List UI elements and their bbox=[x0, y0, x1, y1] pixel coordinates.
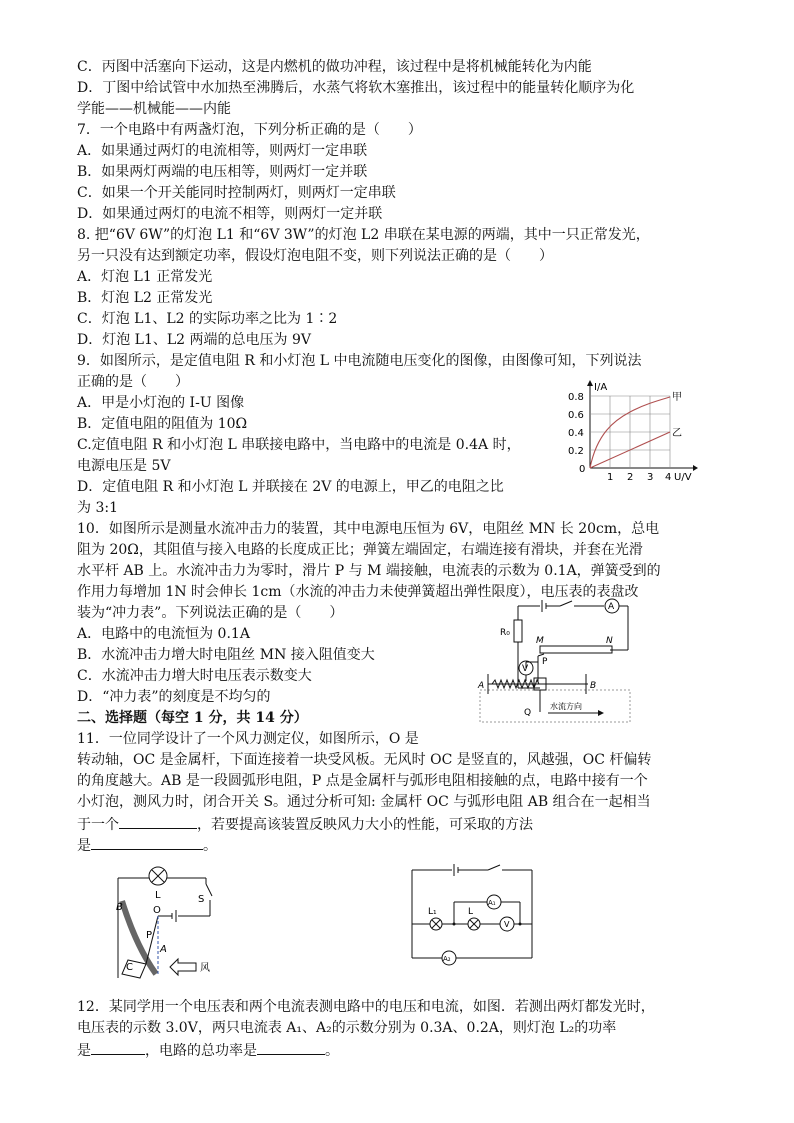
y-tick-label: 0.2 bbox=[568, 446, 584, 457]
question-11 bbox=[77, 814, 533, 834]
water-force-figure bbox=[478, 598, 638, 728]
question-12: 12．某同学用一个电压表和两个电流表测电路中的电压和电流，如图．若测出两灯都发光时， bbox=[77, 999, 655, 1015]
ammeter-label: A bbox=[608, 602, 615, 612]
option-line: D．定值电阻 R 和小灯泡 L 并联接在 2V 的电源上，甲乙的电阻之比 bbox=[77, 479, 504, 495]
switch-lever bbox=[560, 601, 572, 606]
label-s: S bbox=[198, 894, 205, 905]
y-axis-label: I/A bbox=[594, 382, 608, 393]
option-line: C．水流冲击力增大时电压表示数变大 bbox=[77, 668, 312, 684]
resistor-r0 bbox=[514, 620, 522, 642]
label-b: B bbox=[116, 902, 123, 913]
text-span: 是 bbox=[77, 1043, 91, 1059]
y-tick-label: 0.4 bbox=[568, 428, 584, 439]
option-line: D．丁图中给试管中水加热至沸腾后，水蒸气将软木塞推出，该过程中的能量转化顺序为化 bbox=[77, 80, 635, 96]
label-l2: L bbox=[468, 907, 474, 917]
wind-meter-figure bbox=[106, 856, 226, 981]
slider-tip bbox=[538, 654, 544, 656]
y-tick-label: 0.8 bbox=[568, 392, 584, 403]
text-span: ，若要提高该装置反映风力大小的性能，可采取的方法 bbox=[197, 817, 533, 833]
text-span: 于一个 bbox=[77, 817, 119, 833]
label-a2: A₂ bbox=[443, 955, 451, 963]
flow-direction-label: 水流方向 bbox=[550, 702, 582, 711]
question-11: 的角度越大。AB 是一段圆弧形电阻，P 点是金属杆与弧形电阻相接触的点，电路中接有一个 bbox=[77, 773, 648, 789]
answer-blank[interactable] bbox=[257, 1040, 325, 1055]
label-b: B bbox=[590, 681, 597, 691]
answer-blank[interactable] bbox=[91, 1040, 145, 1055]
x-tick-label: 3 bbox=[647, 472, 654, 483]
label-wind: 风 bbox=[200, 963, 210, 974]
option-line: D．灯泡 L1、L2 两端的总电压为 9V bbox=[77, 332, 312, 348]
option-line: D．如果通过两灯的电流不相等，则两灯一定并联 bbox=[77, 206, 383, 222]
option-line: C．如果一个开关能同时控制两灯，则两灯一定串联 bbox=[77, 185, 396, 201]
question-9: 9．如图所示，是定值电阻 R 和小灯泡 L 中电流随电压变化的图像，由图像可知，下列说法 bbox=[77, 353, 642, 369]
label-q: Q bbox=[524, 708, 532, 718]
x-tick-label: 4 bbox=[665, 472, 672, 483]
question-12: 电压表的示数 3.0V，两只电流表 A₁、A₂的示数分别为 0.3A、0.2A，则灯泡 L₂的功率 bbox=[77, 1020, 617, 1036]
label-p: P bbox=[542, 657, 548, 667]
option-line: B．灯泡 L2 正常发光 bbox=[77, 290, 213, 306]
option-line: A．电路中的电流恒为 0.1A bbox=[77, 626, 250, 642]
option-line: A．如果通过两灯的电流相等，则两灯一定串联 bbox=[77, 143, 368, 159]
option-line: B．定值电阻的阻值为 10Ω bbox=[77, 416, 248, 432]
answer-blank[interactable] bbox=[119, 814, 197, 829]
junction-dot bbox=[519, 923, 522, 926]
label-a: A bbox=[478, 681, 485, 691]
junction-dot bbox=[453, 923, 456, 926]
x-tick-label: 2 bbox=[627, 472, 634, 483]
flow-arrow-icon bbox=[598, 710, 604, 716]
text-span: ，电路的总功率是 bbox=[145, 1043, 257, 1059]
option-line: D．“冲力表”的刻度是不均匀的 bbox=[77, 689, 271, 705]
option-line: C.定值电阻 R 和小灯泡 L 串联接电路中，当电路中的电流是 0.4A 时， bbox=[77, 437, 521, 453]
question-10: 装为“冲力表”。下列说法正确的是（ ） bbox=[77, 605, 344, 621]
option-line: C．灯泡 L1、L2 的实际功率之比为 1∶2 bbox=[77, 311, 338, 327]
option-line: A．灯泡 L1 正常发光 bbox=[77, 269, 213, 285]
switch-lever bbox=[488, 865, 500, 870]
circuit-figure bbox=[408, 860, 543, 970]
answer-blank[interactable] bbox=[91, 835, 203, 850]
label-r0: R₀ bbox=[500, 628, 510, 638]
option-line: B．水流冲击力增大时电阻丝 MN 接入阻值变大 bbox=[77, 647, 375, 663]
question-11: 小灯泡，测风力时，闭合开关 S。通过分析可知: 金属杆 OC 与弧形电阻 AB 组合在一起相当 bbox=[77, 794, 651, 810]
question-9: 正确的是（ ） bbox=[77, 374, 189, 390]
question-10: 阻为 20Ω，其阻值与接入电路的长度成正比；弹簧左端固定，右端连接有滑块，并套在光滑 bbox=[77, 542, 643, 558]
question-8: 8. 把“6V 6W”的灯泡 L1 和“6V 3W”的灯泡 L2 串联在某电源的两端，其中一只正常发光， bbox=[77, 227, 650, 243]
label-o: O bbox=[153, 905, 161, 916]
question-11: 11．一位同学设计了一个风力测定仪，如图所示，O 是 bbox=[77, 731, 419, 747]
label-m: M bbox=[536, 636, 544, 646]
question-10: 作用力每增加 1N 时会伸长 1cm（水流的冲击力未使弹簧超出弹性限度），电压表的表盘改 bbox=[77, 584, 639, 600]
y-axis-arrow bbox=[587, 380, 593, 386]
voltmeter-label: V bbox=[522, 664, 529, 674]
label-l: L bbox=[155, 890, 161, 901]
option-line: 学能——机械能——内能 bbox=[77, 101, 231, 117]
option-line: A．甲是小灯泡的 I-U 图像 bbox=[77, 395, 245, 411]
section-heading: 二、选择题（每空 1 分，共 14 分） bbox=[77, 710, 308, 726]
option-line: 为 3:1 bbox=[77, 500, 118, 516]
wind-arrow-icon bbox=[170, 959, 196, 975]
question-8: 另一只没有达到额定功率，假设灯泡电阻不变，则下列说法正确的是（ ） bbox=[77, 248, 553, 264]
label-a: A bbox=[160, 944, 167, 955]
iu-graph-figure bbox=[565, 378, 700, 483]
x-axis-label: U/V bbox=[674, 472, 692, 483]
label-n: N bbox=[606, 636, 613, 646]
option-line: 电源电压是 5V bbox=[77, 458, 171, 474]
question-12 bbox=[77, 1040, 339, 1060]
question-7: 7．一个电路中有两盏灯泡，下列分析正确的是（ ） bbox=[77, 122, 422, 138]
y-tick-label: 0.6 bbox=[568, 410, 584, 421]
curve-label-jia: 甲 bbox=[672, 392, 682, 403]
y-tick-label: 0 bbox=[579, 464, 586, 475]
label-l1: L₁ bbox=[428, 907, 437, 917]
text-span: 。 bbox=[325, 1043, 339, 1059]
resistance-wire-mn bbox=[540, 646, 612, 653]
text-span: 。 bbox=[203, 838, 217, 854]
x-tick-label: 1 bbox=[607, 472, 614, 483]
x-axis-arrow bbox=[693, 465, 698, 471]
text-span: 是 bbox=[77, 838, 91, 854]
label-a1: A₁ bbox=[488, 899, 496, 907]
label-v: V bbox=[504, 920, 510, 929]
label-p: P bbox=[146, 930, 153, 941]
question-11 bbox=[77, 835, 217, 855]
label-c: C bbox=[126, 962, 133, 973]
question-10: 10．如图所示是测量水流冲击力的装置，其中电源电压恒为 6V，电阻丝 MN 长 20cm，总电 bbox=[77, 521, 660, 537]
switch-lever bbox=[206, 884, 212, 896]
question-11: 转动轴，OC 是金属杆，下面连接着一块受风板。无风时 OC 是竖直的，风越强，OC 杆偏转 bbox=[77, 752, 652, 768]
curve-label-yi: 乙 bbox=[672, 428, 682, 439]
option-line: B．如果两灯两端的电压相等，则两灯一定并联 bbox=[77, 164, 368, 180]
option-line: C．丙图中活塞向下运动，这是内燃机的做功冲程，该过程中是将机械能转化为内能 bbox=[77, 59, 592, 75]
question-10: 水平杆 AB 上。水流冲击力为零时，滑片 P 与 M 端接触，电流表的示数为 0.1A，弹簧受到的 bbox=[77, 563, 661, 579]
